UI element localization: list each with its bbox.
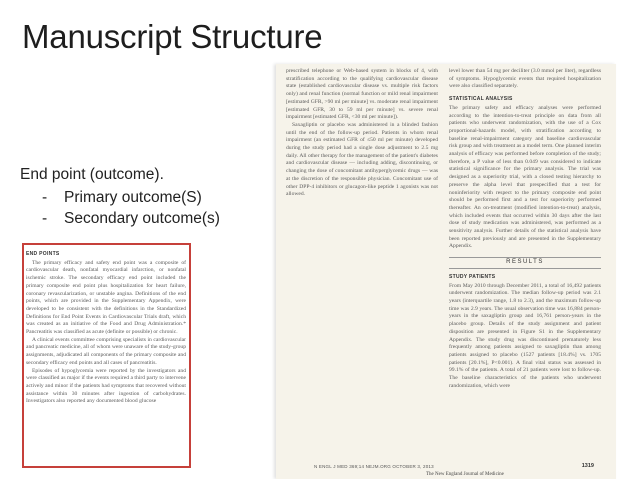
outline-item-label: Secondary outcome(s): [64, 210, 220, 227]
outline-item-secondary: [42, 208, 220, 229]
page-number: 1319: [581, 463, 594, 470]
left-column: [286, 68, 438, 199]
paragraph: level lower than 54 mg per deciliter (3.0 mmol per liter), regardless of symptoms. Hypoglycemic events that required hospitalization were also classified separately.: [449, 68, 601, 90]
paragraph: prescribed telephone or Web-based system in blocks of 4, with stratification according to the qualifying cardiovascular disease state (established cardiovascular disease vs. multiple risk factors only) and renal function (normal function or mild renal impairment [estimated GFR, >90 ml per minute] vs. moderate renal impairment [estimated GFR, 30 to 59 ml per minute] vs. severe renal impairment [estimated GFR, <30 ml per minute]).: [286, 68, 438, 121]
right-column: [449, 68, 601, 390]
bullet-dash: -: [42, 189, 48, 206]
paragraph: Saxagliptin or placebo was administered in a blinded fashion until the end of the follow-up period. Patients in whom renal impairment (an estimated GFR of ≤50 ml per minute) developed during the study period had a single dose adjustment to 2.5 mg daily. All other therapy for the management of the patient's diabetes and cardiovascular disease — including adding, discontinuing, or changing the dose of concomitant antihyperglycemic drugs — was at the discretion of the responsible physician. Concomitant use of other DPP-4 inhibitors or glucagon-like peptide 1 agonists was not allowed.: [286, 121, 438, 198]
results-banner: RESULTS: [449, 257, 601, 269]
bullet-dash: -: [42, 210, 48, 227]
section-heading-end-points: END POINTS: [26, 251, 60, 257]
paragraph: Episodes of hypoglycemia were reported by the investigators and were classified as major if the events required a third party to intervene actively and minor if the patients had symptoms that recovered without assistance within 30 minutes after ingestion of carbohydrates. Investigators also reported any documented blood glucose: [26, 367, 186, 405]
slide-title: Manuscript Structure: [22, 18, 323, 55]
paragraph: A clinical events committee comprising specialists in cardiovascular and pancreatic medicine, all of whom were unaware of the study-group assignments, adjudicated all components of the primary composite and secondary efficacy end points and all cases of pancreatitis.: [26, 336, 186, 366]
section-heading-statistics: STATISTICAL ANALYSIS: [449, 96, 513, 103]
paragraph: From May 2010 through December 2011, a total of 16,492 patients underwent randomization. The median follow-up period was 2.1 years (interquartile range, 1.8 to 2.3), and the maximum follow-up time was 2.9 years. The usual observation time was 16,884 person-years in the saxagliptin group and 16,761 person-years in the placebo group. Details of the study assignment and patient disposition are presented in Figure S1 in the Supplementary Appendix. The study drug was discontinued prematurely less frequently among patients assigned to saxagliptin than among patients assigned to placebo (1527 patients [18.4%] vs. 1705 patients [20.1%], P<0.001). A final vital status was assessed in 99.1% of the patients. A total of 21 patients were lost to follow-up. The baseline characteristics of the patients who underwent randomization, which were: [449, 282, 601, 389]
end-points-section: [26, 246, 186, 406]
paragraph: The primary safety and efficacy analyses were performed according to the intention-to-treat principle on data from all patients who underwent randomization, with the use of a Cox proportional-hazards model, with stratification according to baseline renal-impairment category and baseline cardiovascular risk group and with treatment as a model term. One planned interim analysis of efficacy was performed before completion of the study; therefore, a P value of less than 0.049 was considered to indicate statistical significance for the primary analysis. The trial was designed as a superiority trial, with a closed testing hierarchy to preserve the alpha level that prespecified that a test for noninferiority with respect to the primary composite end point should be performed first and a test for superiority performed thereafter. An on-treatment (modified intention-to-treat) analysis, which included events that occurred within 30 days after the last dose of study medication was administered, was performed as a sensitivity analysis. Further details of the statistical analysis have been reported previously and are presented in the Supplementary Appendix.: [449, 104, 601, 250]
section-heading-patients: STUDY PATIENTS: [449, 273, 496, 280]
journal-name: The New England Journal of Medicine: [426, 472, 504, 478]
outline-item-label: Primary outcome(S): [64, 189, 202, 206]
paragraph: The primary efficacy and safety end point was a composite of cardiovascular death, nonfatal myocardial infarction, or nonfatal ischemic stroke. The secondary efficacy end point included the primary composite end point plus hospitalization for heart failure, coronary revascularization, or unstable angina. Definitions of the end points, which are provided in the Supplementary Appendix, were developed to be consistent with the definitions in the Standardized Definitions for End Point Events in Cardiovascular Trials draft, which was created as an initiative of the Food and Drug Administration.* Pancreatitis was classified as acute (definite or possible) or chronic.: [26, 259, 186, 336]
outline-item-primary: [42, 187, 220, 208]
manuscript-page: [276, 64, 616, 479]
page-footer: N ENGL J MED 369;14 NEJM.ORG OCTOBER 3, 2013: [314, 464, 434, 470]
outline: [20, 166, 220, 229]
outline-heading: End point (outcome).: [20, 166, 164, 183]
